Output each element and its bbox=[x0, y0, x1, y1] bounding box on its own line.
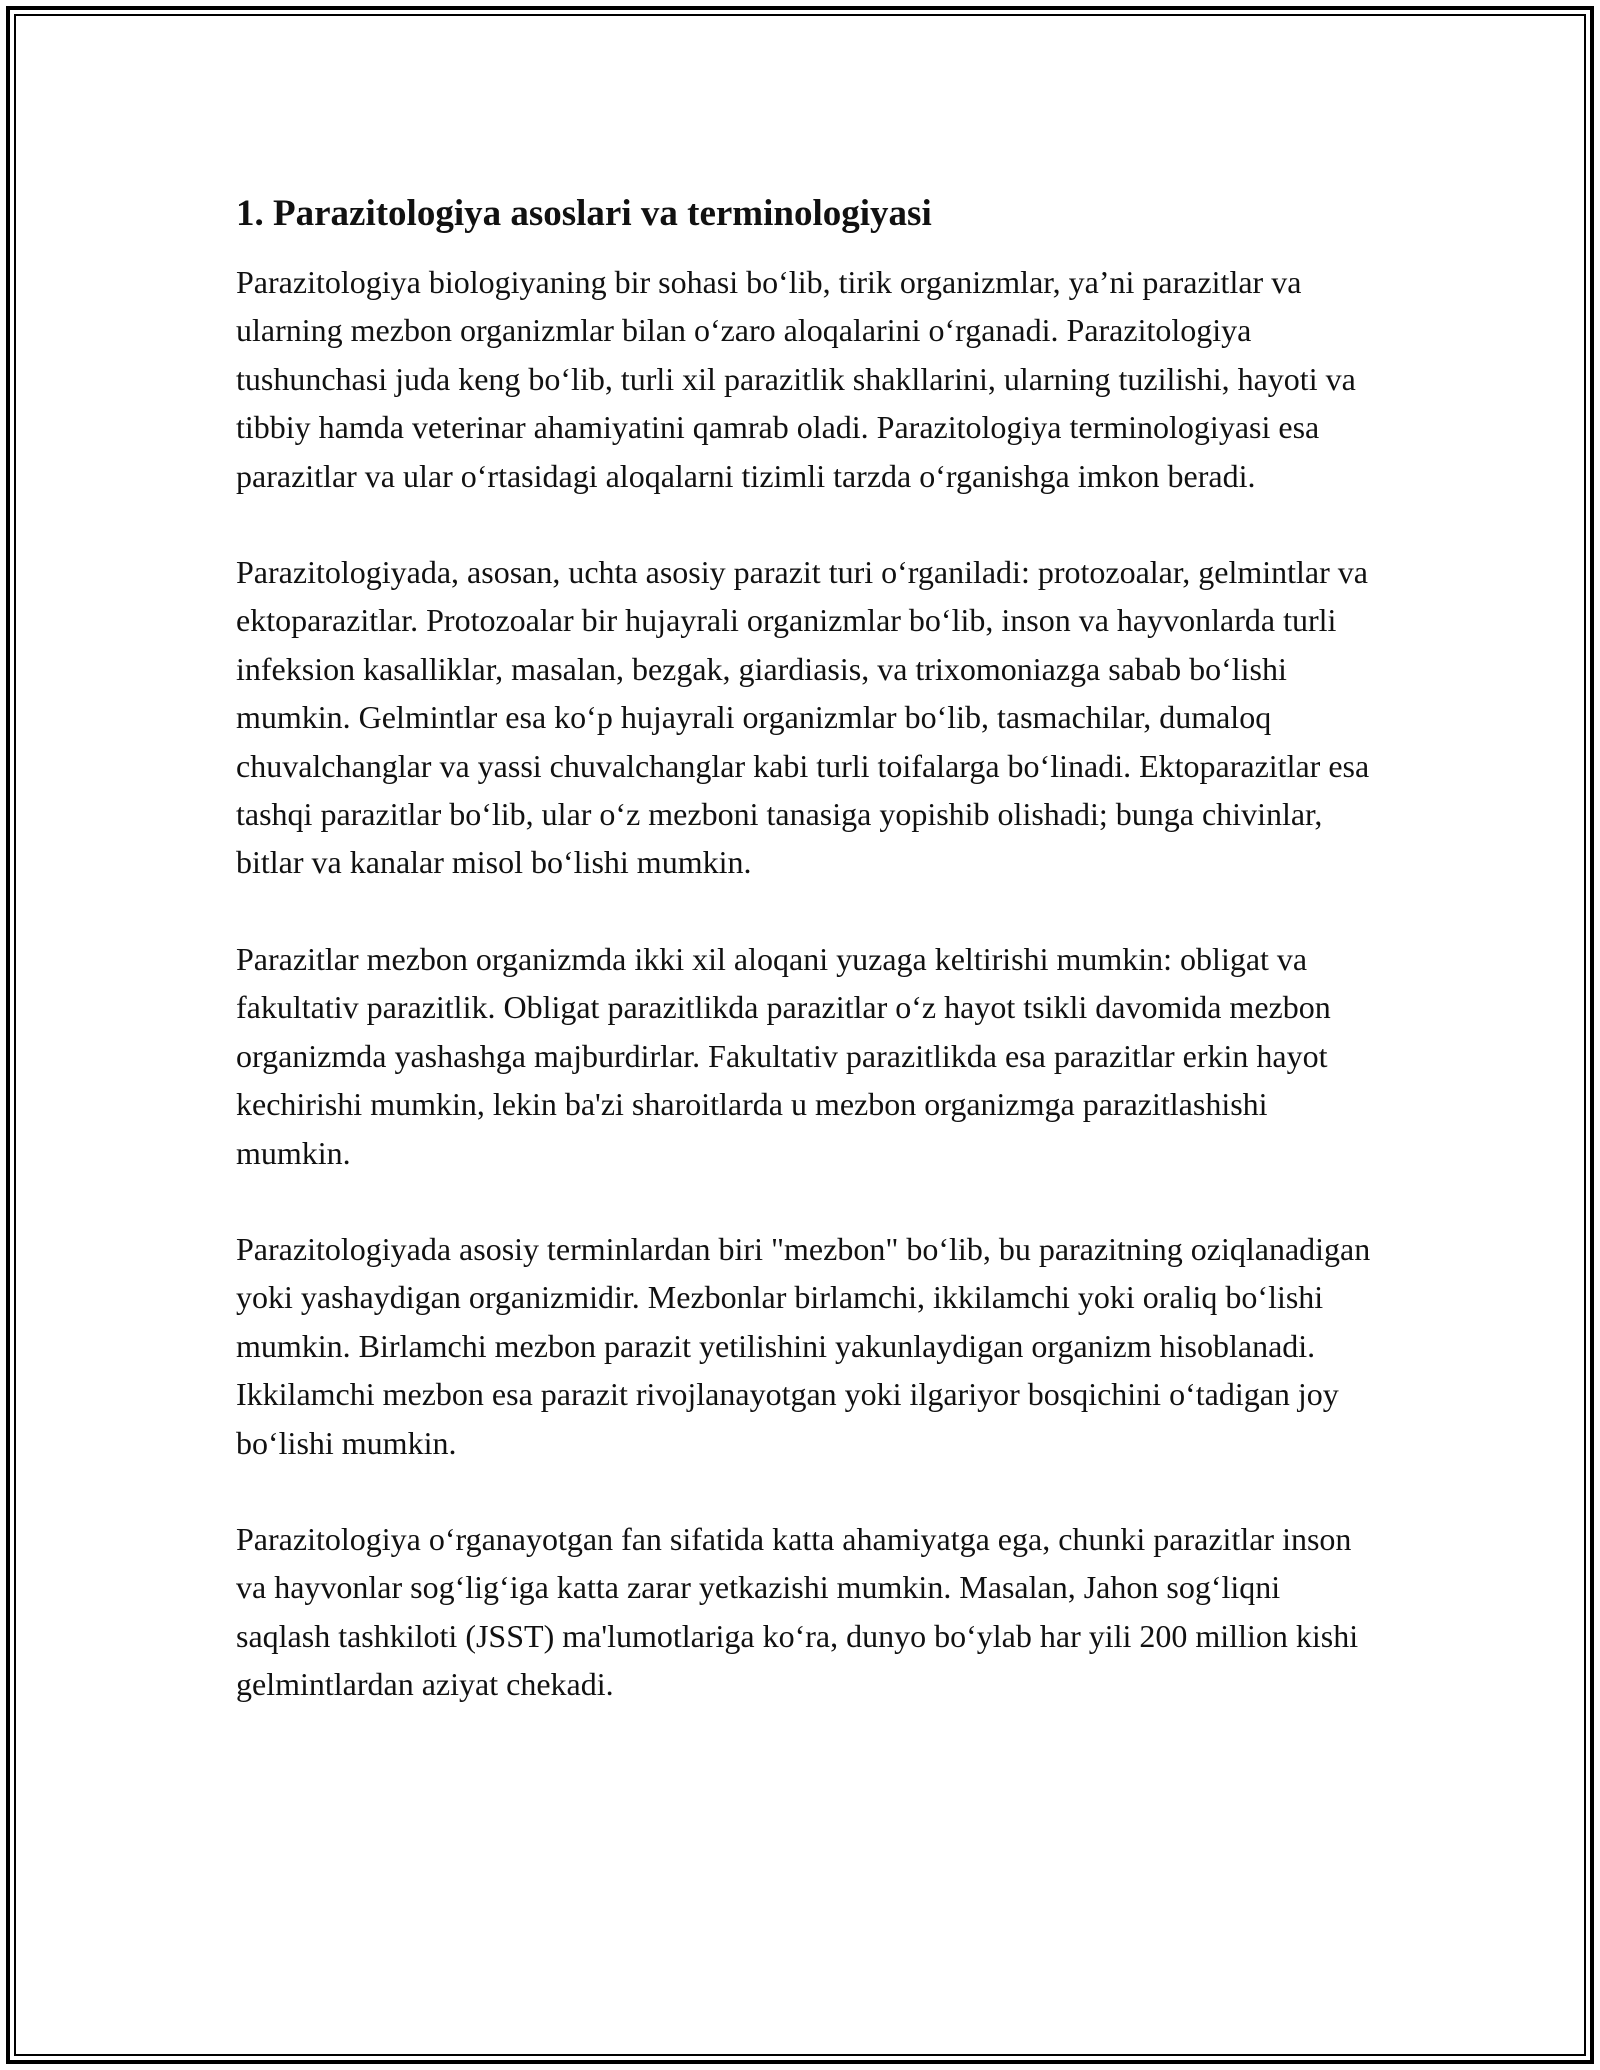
paragraph-parasite-types: Parazitologiyada, asosan, uchta asosiy parazit turi o‘rganiladi: protozoalar, gelmintlar va ektoparazitlar. Protozoalar bir hujayrali organizmlar bo‘lib, inson va hayvonlarda turli infeksion kasalliklar, masalan, bezgak, giardiasis, va trixomoniazga sabab bo‘lishi mumkin. Gelmintlar esa ko‘p hujayrali organizmlar bo‘lib, tasmachilar, dumaloq chuvalchanglar va yassi chuvalchanglar kabi turli toifalarga bo‘linadi. Ektoparazitlar esa tashqi parazitlar bo‘lib, ular o‘z mezboni tanasiga yopishib olishadi; bunga chivinlar, bitlar va kanalar misol bo‘lishi mumkin. bbox=[236, 554, 1370, 881]
paragraph-parasitism-forms: Parazitlar mezbon organizmda ikki xil aloqani yuzaga keltirishi mumkin: obligat va fakultativ parazitlik. Obligat parazitlikda parazitlar o‘z hayot tsikli davomida mezbon organizmda yashashga majburdirlar. Fakultativ parazitlikda esa parazitlar erkin hayot kechirishi mumkin, lekin ba'zi sharoitlarda u mezbon organizmga parazitlashishi mumkin. bbox=[236, 940, 1331, 1171]
paragraph-intro: Parazitologiya biologiyaning bir sohasi bo‘lib, tirik organizmlar, ya’ni parazitlar va ularning mezbon organizmlar bilan o‘zaro aloqalarini o‘rganadi. Parazitologiya tushunchasi juda keng bo‘lib, turli xil parazitlik shakllarini, ularning tuzilishi, hayoti va tibbiy hamda veterinar ahamiyatini qamrab oladi. Parazitologiya terminologiyasi esa parazitlar va ular o‘rtasidagi aloqalarni tizimli tarzda o‘rganishga imkon beradi. bbox=[236, 264, 1356, 494]
paragraph-host-terms: Parazitologiyada asosiy terminlardan biri "mezbon" bo‘lib, bu parazitning oziqlanadigan yoki yashaydigan organizmidir. Mezbonlar birlamchi, ikkilamchi yoki oraliq bo‘lishi mumkin. Birlamchi mezbon parazit yetilishini yakunlaydigan organizm hisoblanadi. Ikkilamchi mezbon esa parazit rivojlanayotgan yoki ilgariyor bosqichini o‘tadigan joy bo‘lishi mumkin. bbox=[236, 1230, 1371, 1461]
document-body bbox=[236, 188, 1376, 1709]
paragraph-significance: Parazitologiya o‘rganayotgan fan sifatida katta ahamiyatga ega, chunki parazitlar inson va hayvonlar sog‘lig‘iga katta zarar yetkazishi mumkin. Masalan, Jahon sog‘liqni saqlash tashkiloti (JSST) ma'lumotlariga ko‘ra, dunyo bo‘ylab har yili 200 million kishi gelmintlardan aziyat chekadi. bbox=[236, 1520, 1359, 1703]
section-heading: 1. Parazitologiya asoslari va terminologiyasi bbox=[236, 193, 932, 234]
